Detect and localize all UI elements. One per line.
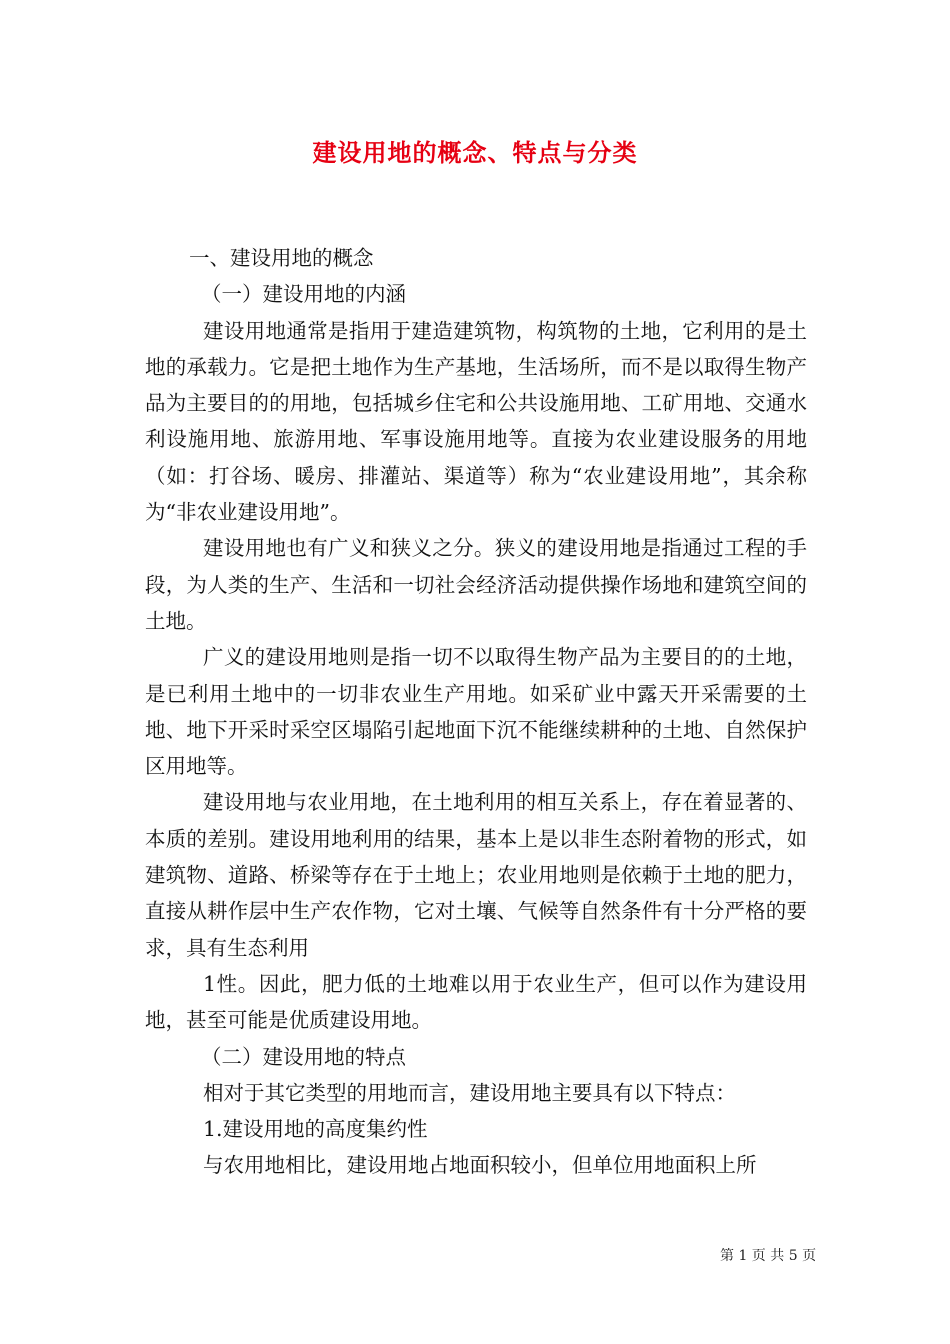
paragraph-comparison: 建设用地与农业用地，在土地利用的相互关系上，存在着显著的、本质的差别。建设用地利用的结果，基本上是以非生态附着物的形式，如建筑物、道路、桥梁等存在于土地上；农业用地则是依赖于土地的肥力，直接从耕作层中生产农作物，它对土壤、气候等自然条件有十分严格的要求，具有生态利用 xyxy=(145,790,807,960)
paragraph-definition: 建设用地通常是指用于建造建筑物，构筑物的土地，它利用的是土地的承载力。它是把土地作为生产基地，生活场所，而不是以取得生物产品为主要目的的用地，包括城乡住宅和公共设施用地、工矿用地、交通水利设施用地、旅游用地、军事设施用地等。直接为农业建设服务的用地（如：打谷场、暖房、排灌站、渠道等）称为“农业建设用地”，其余称为“非农业建设用地”。 xyxy=(145,318,807,525)
subsection-heading-2: （二）建设用地的特点 xyxy=(201,1044,406,1069)
paragraph-intensity: 与农用地相比，建设用地占地面积较小，但单位用地面积上所 xyxy=(203,1153,757,1178)
subsection-heading-1: （一）建设用地的内涵 xyxy=(201,282,406,307)
document-title: 建设用地的概念、特点与分类 xyxy=(312,139,638,167)
paragraph-narrow-sense: 建设用地也有广义和狭义之分。狭义的建设用地是指通过工程的手段，为人类的生产、生活和一切社会经济活动提供操作场地和建筑空间的土地。 xyxy=(145,536,807,633)
paragraph-features-intro: 相对于其它类型的用地而言，建设用地主要具有以下特点： xyxy=(203,1080,736,1105)
list-item-heading: 1.建设用地的高度集约性 xyxy=(203,1117,428,1142)
paragraph-broad-sense: 广义的建设用地则是指一切不以取得生物产品为主要目的的土地，是已利用土地中的一切非农业生产用地。如采矿业中露天开采需要的土地、地下开采时采空区塌陷引起地面下沉不能继续耕种的土地、自然保护区用地等。 xyxy=(145,645,807,779)
section-heading-1: 一、建设用地的概念 xyxy=(189,246,374,270)
page-number: 第 1 页 共 5 页 xyxy=(720,1248,817,1264)
paragraph-comparison-cont: 1性。因此，肥力低的土地难以用于农业生产，但可以作为建设用地，甚至可能是优质建设用地。 xyxy=(145,971,807,1033)
document-body xyxy=(145,240,807,1184)
